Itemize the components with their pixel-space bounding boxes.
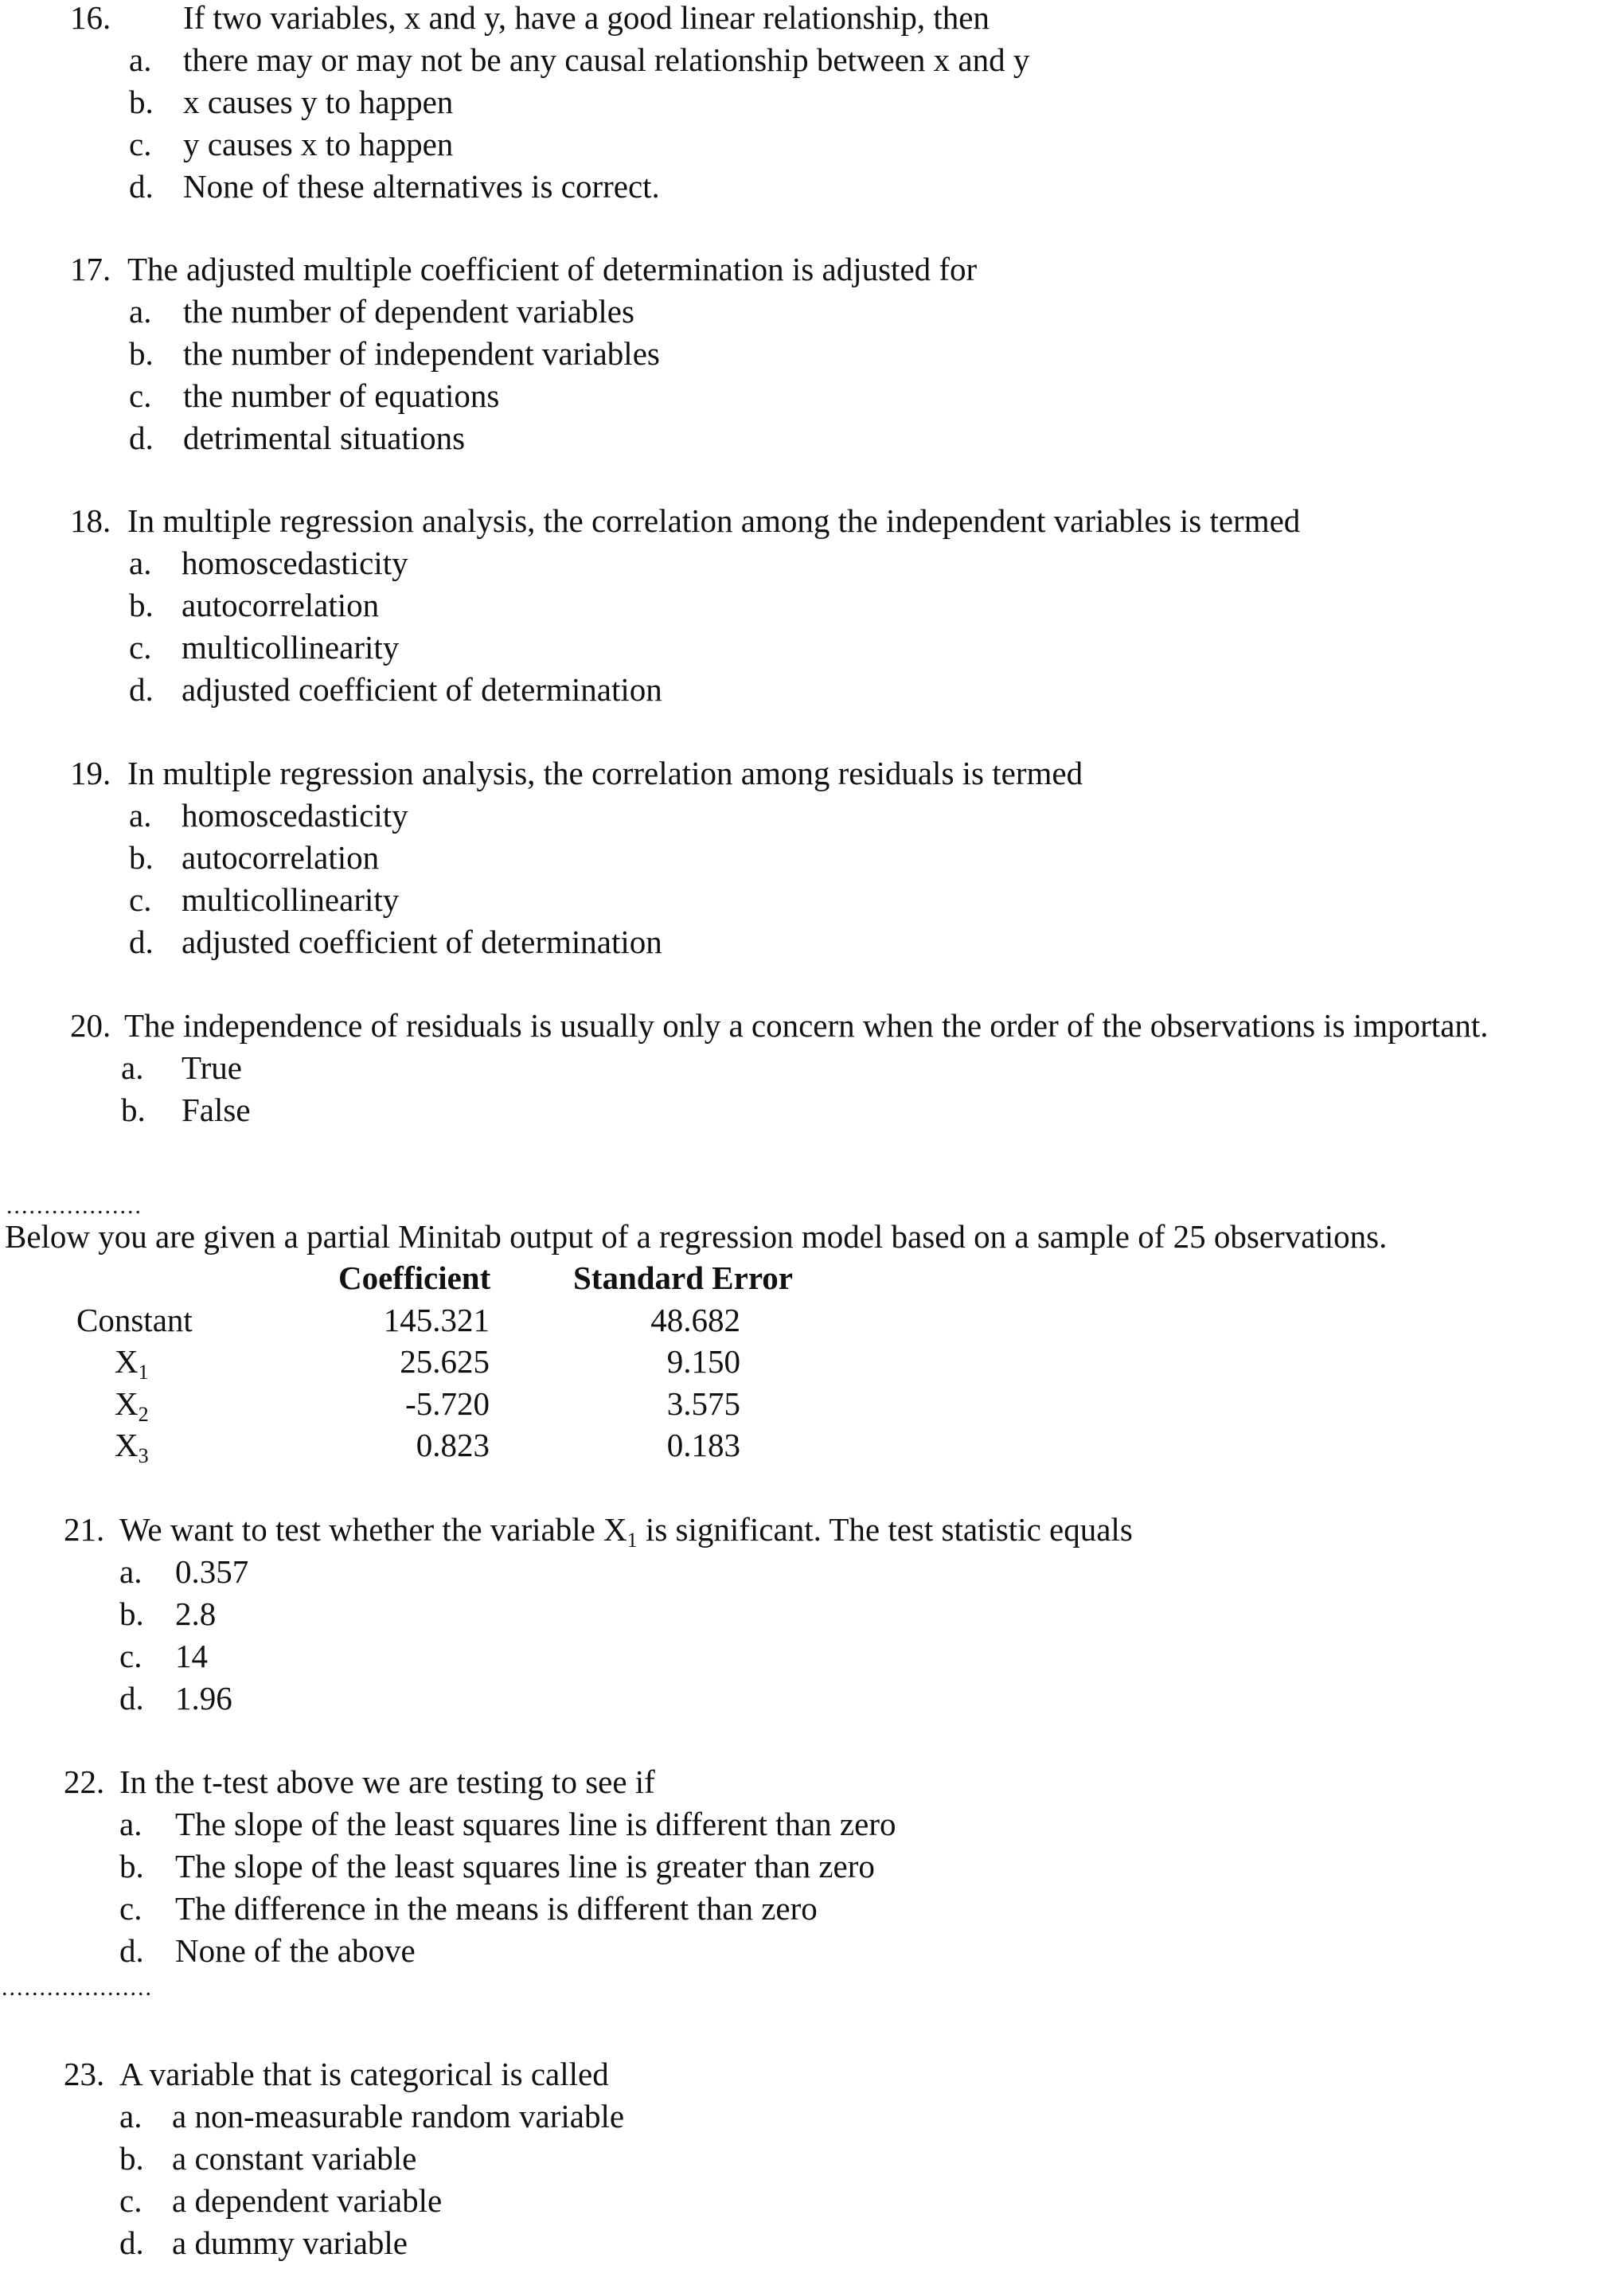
option-text: a non-measurable random variable [172, 2098, 625, 2134]
option-text: The difference in the means is different than zero [175, 1890, 818, 1927]
option-letter: d. [129, 168, 154, 205]
question-stem: In multiple regression analysis, the correlation among residuals is termed [127, 755, 1083, 791]
option-letter: c. [129, 629, 152, 666]
question-number: 21. [64, 1511, 105, 1548]
question-stem: A variable that is categorical is called [119, 2056, 609, 2092]
option-text: None of these alternatives is correct. [183, 168, 660, 205]
option-letter: d. [129, 420, 154, 456]
row-label: Constant [76, 1302, 193, 1338]
row-label: $X_1$ [115, 1343, 149, 1384]
option-letter: c. [119, 1890, 142, 1927]
option-letter: a. [129, 545, 152, 581]
option-letter: d. [119, 1680, 144, 1716]
question-number: 17. [70, 251, 111, 287]
option-letter: c. [119, 2182, 142, 2219]
option-letter: b. [119, 2140, 144, 2177]
row-label: $X_2$ [115, 1385, 149, 1426]
option-letter: c. [129, 126, 152, 162]
option-text: there may or may not be any causal relationship between x and y [183, 41, 1030, 78]
option-text: adjusted coefficient of determination [182, 671, 662, 708]
separator-dots: .................... [2, 1974, 153, 2001]
question-stem: The adjusted multiple coefficient of determination is adjusted for [127, 251, 978, 287]
option-letter: b. [129, 587, 154, 623]
coefficient-value: 25.625 [400, 1343, 490, 1380]
option-text: autocorrelation [182, 839, 380, 876]
question-number: 18. [70, 502, 111, 539]
option-text: homoscedasticity [182, 545, 408, 581]
question-stem: In multiple regression analysis, the correlation among the independent variables is termed [127, 502, 1301, 539]
coefficient-value: 0.823 [416, 1427, 490, 1463]
question-number: 16. [70, 0, 111, 36]
option-letter: a. [121, 1049, 144, 1086]
option-text: 14 [175, 1638, 208, 1674]
option-text: The slope of the least squares line is different than zero [175, 1806, 896, 1842]
option-text: y causes x to happen [183, 126, 454, 162]
separator-dots: .................. [6, 1193, 142, 1219]
column-header-standard-error: Standard Error [573, 1260, 794, 1296]
question-number: 20. [70, 1007, 111, 1044]
column-header-coefficient: Coefficient [338, 1260, 491, 1296]
option-letter: c. [119, 1638, 142, 1674]
row-label: $X_3$ [115, 1427, 149, 1467]
question-number: 23. [64, 2056, 105, 2092]
option-text: the number of dependent variables [183, 293, 634, 330]
option-letter: a. [129, 41, 152, 78]
option-text: The slope of the least squares line is greater than zero [175, 1848, 875, 1884]
regression-intro: Below you are given a partial Minitab output of a regression model based on a sample of 25 observations. [5, 1218, 1388, 1255]
coefficient-value: -5.720 [405, 1385, 490, 1422]
question-stem: We want to test whether the variable $X_1$ is significant. The test statistic equals [119, 1511, 1133, 1552]
option-text: detrimental situations [183, 420, 466, 456]
option-letter: b. [119, 1848, 144, 1884]
option-text: multicollinearity [182, 881, 400, 918]
option-letter: b. [121, 1092, 146, 1128]
option-letter: a. [119, 1553, 142, 1590]
option-letter: a. [119, 1806, 142, 1842]
option-text: a constant variable [172, 2140, 417, 2177]
option-letter: c. [129, 881, 152, 918]
option-letter: b. [129, 84, 154, 120]
option-letter: a. [129, 797, 152, 834]
option-text: True [182, 1049, 242, 1086]
option-text: the number of equations [183, 377, 500, 414]
option-letter: d. [119, 1932, 144, 1969]
option-letter: c. [129, 377, 152, 414]
option-letter: b. [119, 1595, 144, 1632]
option-letter: a. [129, 293, 152, 330]
option-text: x causes y to happen [183, 84, 454, 120]
option-text: a dummy variable [172, 2224, 408, 2261]
option-text: homoscedasticity [182, 797, 408, 834]
option-text: 1.96 [175, 1680, 232, 1716]
standard-error-value: 3.575 [666, 1385, 740, 1422]
question-stem: The independence of residuals is usually only a concern when the order of the observations is important. [124, 1007, 1489, 1044]
option-text: autocorrelation [182, 587, 380, 623]
option-letter: d. [129, 924, 154, 960]
question-number: 19. [70, 755, 111, 791]
option-letter: d. [119, 2224, 144, 2261]
standard-error-value: 9.150 [666, 1343, 740, 1380]
option-text: the number of independent variables [183, 335, 660, 372]
question-number: 22. [64, 1763, 105, 1800]
option-letter: b. [129, 839, 154, 876]
coefficient-value: 145.321 [383, 1302, 490, 1338]
option-text: None of the above [175, 1932, 416, 1969]
option-text: False [182, 1092, 251, 1128]
option-text: multicollinearity [182, 629, 400, 666]
option-text: adjusted coefficient of determination [182, 924, 662, 960]
question-stem: In the t-test above we are testing to see if [119, 1763, 655, 1800]
option-letter: b. [129, 335, 154, 372]
option-letter: a. [119, 2098, 142, 2134]
option-text: a dependent variable [172, 2182, 443, 2219]
question-stem: If two variables, x and y, have a good linear relationship, then [183, 0, 990, 36]
standard-error-value: 0.183 [666, 1427, 740, 1463]
standard-error-value: 48.682 [650, 1302, 740, 1338]
option-letter: d. [129, 671, 154, 708]
option-text: 2.8 [175, 1595, 217, 1632]
option-text: 0.357 [175, 1553, 249, 1590]
